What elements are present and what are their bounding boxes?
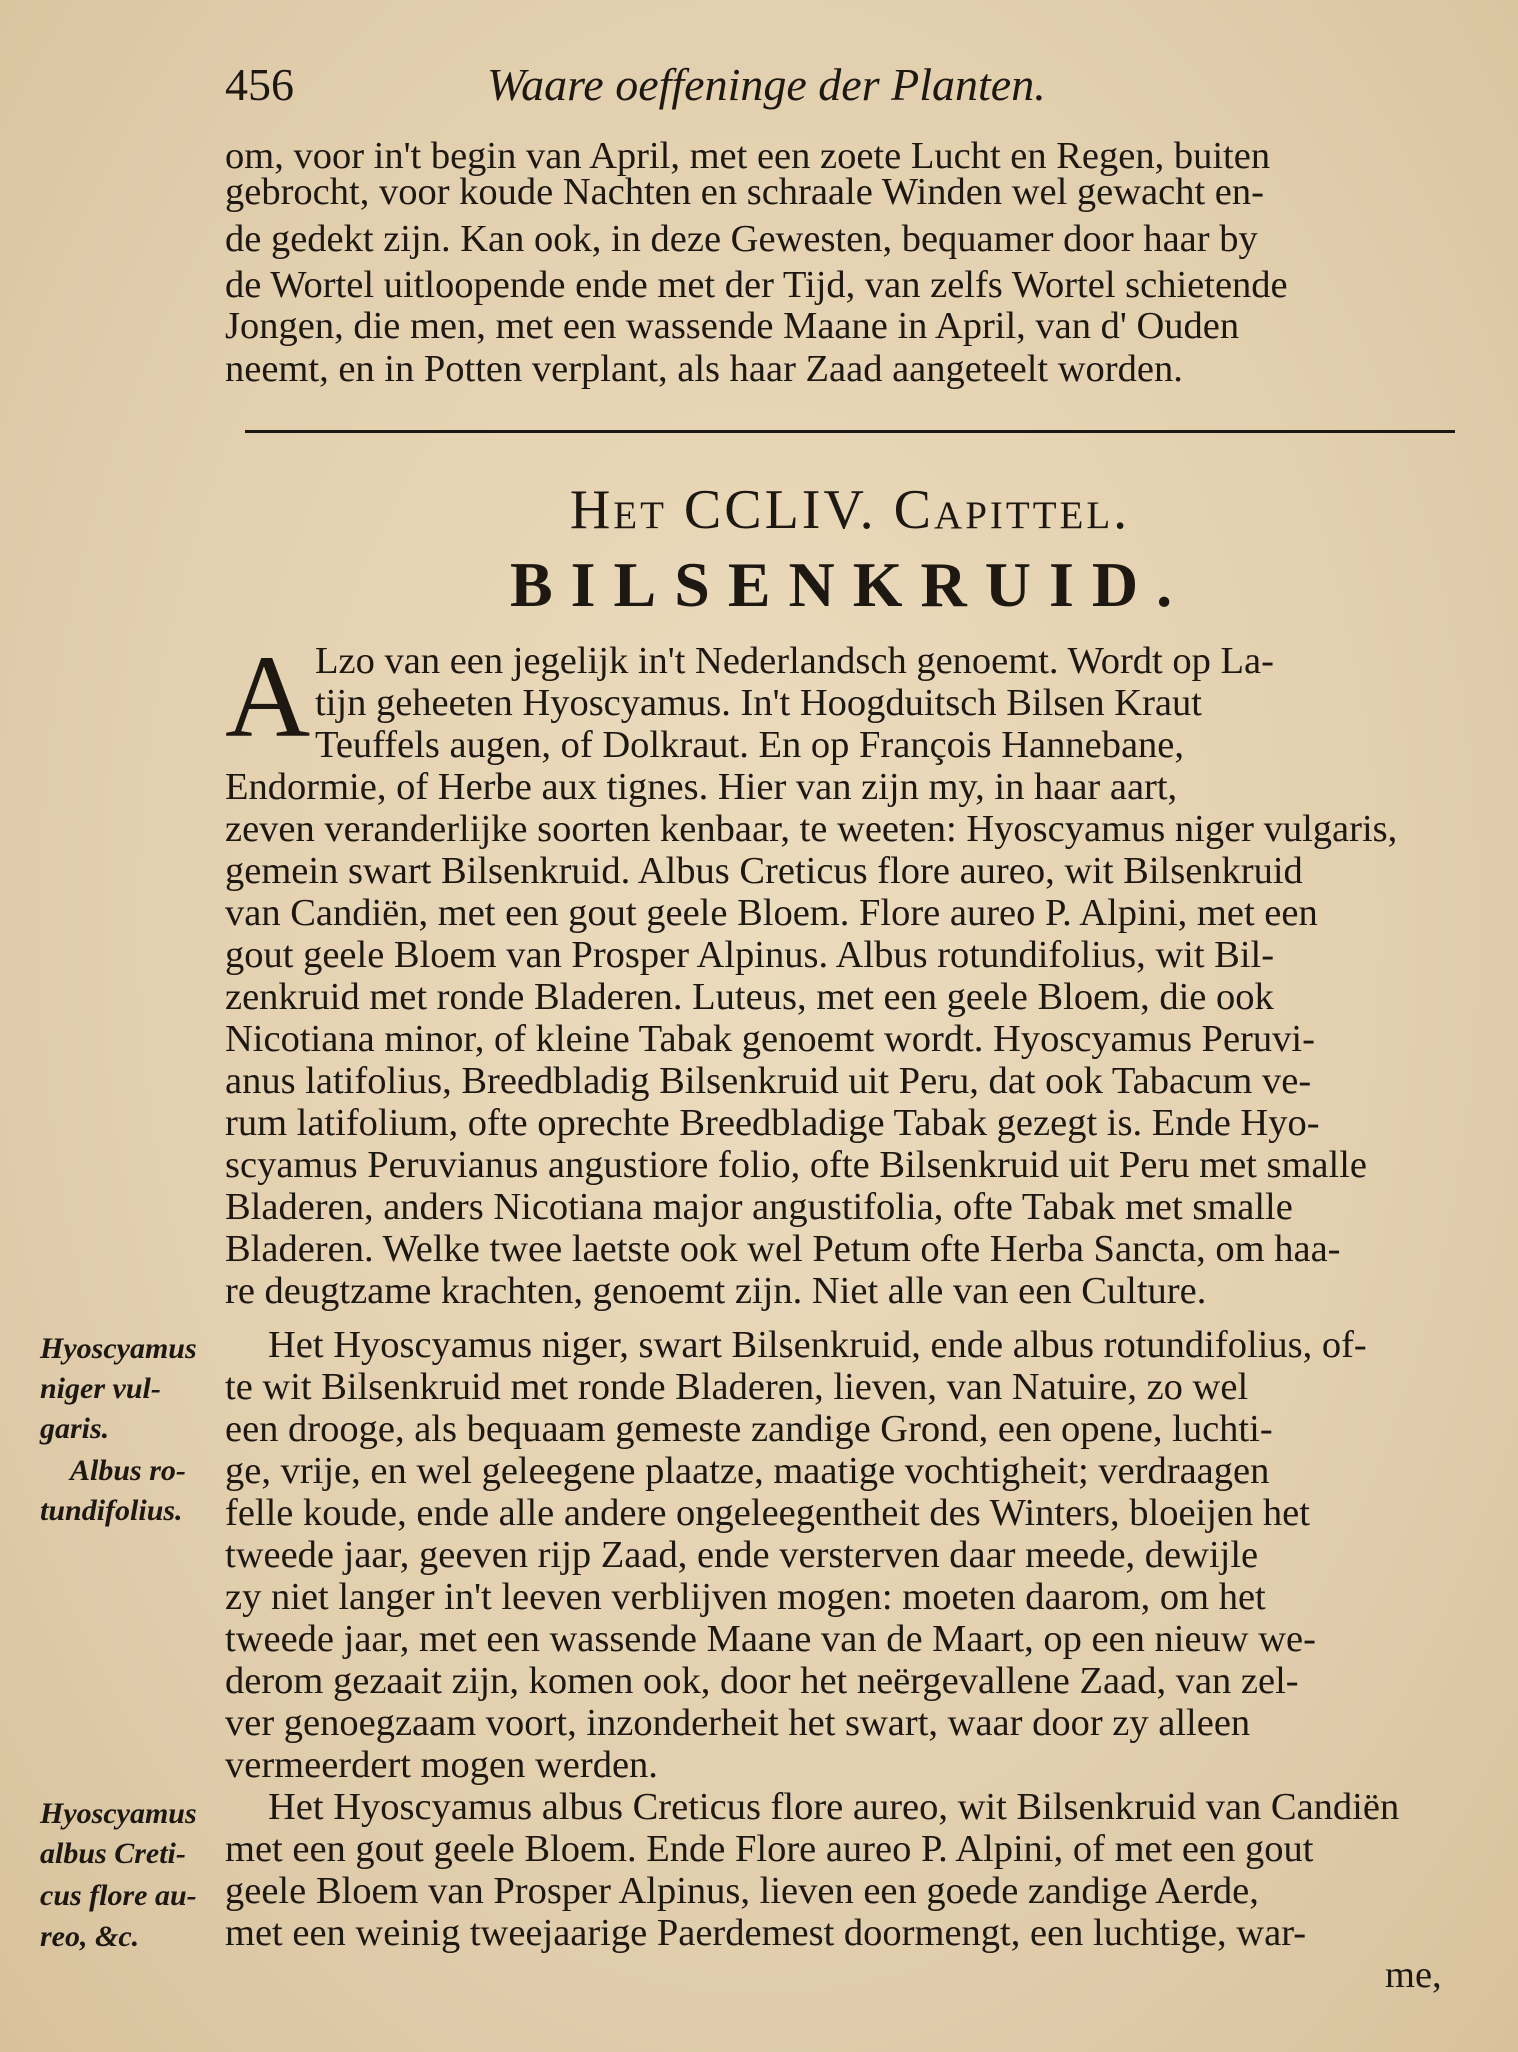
text-line: van Candiën, met een gout geele Bloem. Flore aureo P. Alpini, met een: [225, 892, 1318, 934]
text-line: anus latifolius, Breedbladig Bilsenkruid uit Peru, dat ook Tabacum ve-: [225, 1060, 1312, 1102]
text-line: ver genoegzaam voort, inzonderheit het swart, waar door zy alleen: [225, 1702, 1251, 1744]
text-line: met een gout geele Bloem. Ende Flore aureo P. Alpini, of met een gout: [225, 1828, 1314, 1870]
text-line: Nicotiana minor, of kleine Tabak genoemt wordt. Hyoscyamus Peruvi-: [225, 1018, 1315, 1060]
text-line: gemein swart Bilsenkruid. Albus Creticus flore aureo, wit Bilsenkruid: [225, 850, 1303, 892]
text-line: Het Hyoscyamus niger, swart Bilsenkruid, ende albus rotundifolius, of-: [268, 1324, 1367, 1366]
chapter-heading: Het CCLIV. Capittel.: [569, 479, 1131, 541]
text-line: de Wortel uitloopende ende met der Tijd, van zelfs Wortel schietende: [225, 264, 1288, 306]
text-line: tijn geheeten Hyoscyamus. In't Hoogduitsch Bilsen Kraut: [315, 682, 1202, 724]
running-title: Waare oeffeninge der Planten.: [487, 59, 1046, 110]
text-line: zy niet langer in't leeven verblijven mogen: moeten daarom, om het: [225, 1576, 1266, 1618]
text-line: scyamus Peruvianus angustiore folio, ofte Bilsenkruid uit Peru met smalle: [225, 1144, 1367, 1186]
margin-note: garis.: [40, 1412, 110, 1445]
text-line: felle koude, ende alle andere ongeleegentheit des Winters, bloeijen het: [225, 1492, 1310, 1534]
drop-cap: A: [225, 631, 311, 762]
text-line: zenkruid met ronde Bladeren. Luteus, met een geele Bloem, die ook: [225, 976, 1274, 1018]
margin-note: Hyoscyamus: [40, 1797, 197, 1830]
text-line: Endormie, of Herbe aux tignes. Hier van zijn my, in haar aart,: [225, 766, 1178, 808]
text-line: om, voor in't begin van April, met een zoete Lucht en Regen, buiten: [225, 135, 1271, 177]
page-number: 456: [225, 59, 294, 110]
text-line: ge, vrije, en wel geleegene plaatze, maatige vochtigheit; verdraagen: [225, 1450, 1270, 1492]
text-line: neemt, en in Potten verplant, als haar Zaad aangeteelt worden.: [225, 348, 1183, 390]
chapter-title: BILSENKRUID.: [509, 549, 1191, 620]
text-line: gout geele Bloem van Prosper Alpinus. Albus rotundifolius, wit Bil-: [225, 934, 1275, 976]
text-line: me,: [1385, 1954, 1442, 1996]
margin-note: Hyoscyamus: [40, 1332, 197, 1365]
text-line: tweede jaar, geeven rijp Zaad, ende versterven daar meede, dewijle: [225, 1534, 1259, 1576]
text-line: met een weinig tweejaarige Paerdemest doormengt, een luchtige, war-: [225, 1912, 1307, 1954]
text-line: zeven veranderlijke soorten kenbaar, te weeten: Hyoscyamus niger vulgaris,: [225, 808, 1398, 850]
text-line: re deugtzame krachten, genoemt zijn. Niet alle van een Culture.: [225, 1270, 1207, 1312]
text-line: derom gezaait zijn, komen ook, door het neërgevallene Zaad, van zel-: [225, 1660, 1299, 1702]
margin-note: albus Creti-: [40, 1837, 186, 1870]
text-line: te wit Bilsenkruid met ronde Bladeren, lieven, van Natuire, zo wel: [225, 1366, 1249, 1408]
text-line: rum latifolium, ofte oprechte Breedbladige Tabak gezegt is. Ende Hyo-: [225, 1102, 1320, 1144]
margin-note: cus flore au-: [40, 1879, 197, 1912]
text-line: Jongen, die men, met een wassende Maane in April, van d' Ouden: [225, 305, 1240, 347]
text-line: vermeerdert mogen werden.: [225, 1744, 658, 1786]
text-line: een drooge, als bequaam gemeste zandige Grond, een opene, luchti-: [225, 1408, 1273, 1450]
margin-note: Albus ro-: [70, 1454, 186, 1487]
text-line: Bladeren, anders Nicotiana major angustifolia, ofte Tabak met smalle: [225, 1186, 1293, 1228]
text-line: de gedekt zijn. Kan ook, in deze Gewesten, bequamer door haar by: [225, 218, 1258, 260]
section-divider: [245, 430, 1455, 433]
text-line: gebrocht, voor koude Nachten en schraale Winden wel gewacht en-: [225, 171, 1264, 213]
text-line: Bladeren. Welke twee laetste ook wel Petum ofte Herba Sancta, om haa-: [225, 1228, 1341, 1270]
margin-note: niger vul-: [40, 1372, 161, 1405]
text-line: Lzo van een jegelijk in't Nederlandsch genoemt. Wordt op La-: [315, 640, 1274, 682]
margin-note: tundifolius.: [40, 1494, 183, 1527]
text-line: geele Bloem van Prosper Alpinus, lieven een goede zandige Aerde,: [225, 1870, 1259, 1912]
text-line: tweede jaar, met een wassende Maane van de Maart, op een nieuw we-: [225, 1618, 1316, 1660]
text-line: Teuffels augen, of Dolkraut. En op François Hannebane,: [315, 724, 1184, 766]
text-line: Het Hyoscyamus albus Creticus flore aureo, wit Bilsenkruid van Candiën: [268, 1786, 1400, 1828]
margin-note: reo, &c.: [40, 1920, 140, 1953]
page-header: [225, 58, 1475, 118]
